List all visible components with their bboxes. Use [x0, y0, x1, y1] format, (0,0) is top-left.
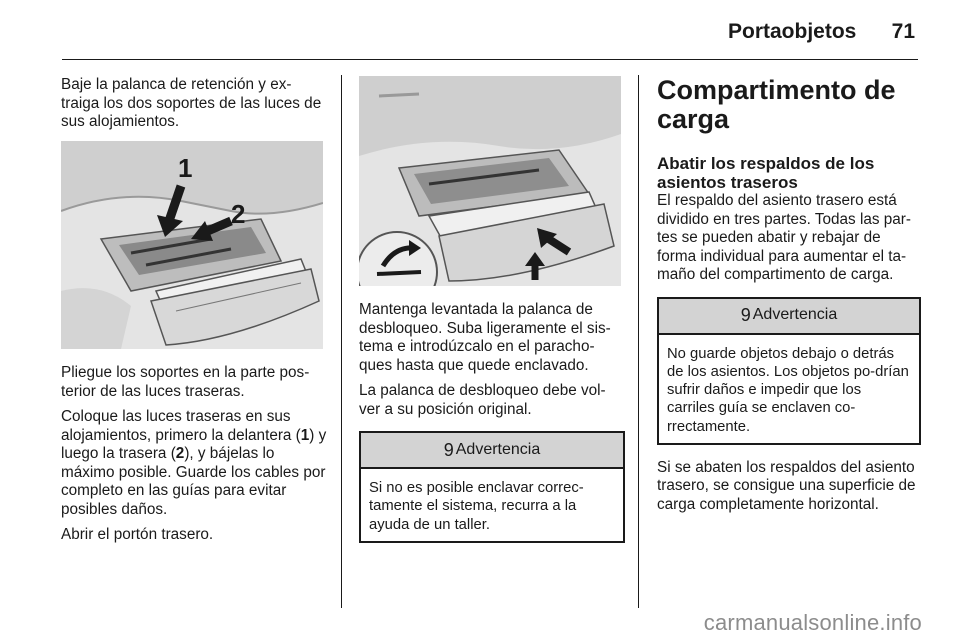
column-1: [61, 76, 327, 139]
hold-paragraph: Mantenga levantada la palanca de desbloqueo. Suba ligeramente el sis-tema e introdúzcalo en el paracho-ques hasta que quede enclavado.: [359, 301, 611, 374]
column-divider-2: [638, 75, 639, 608]
figure-lamp-holders: [61, 141, 323, 349]
warning-body: Si no es posible enclavar correc-tamente el sistema, recurra a la ayuda de un taller.: [369, 480, 584, 533]
place-ref-2: 2: [175, 445, 185, 462]
place-text-part3: ), y bájelas lo máximo posible. Guarde los cables por completo en las guías para evitar posibles daños.: [61, 445, 326, 518]
subsection-heading: Abatir los respaldos de los asientos traseros: [657, 154, 875, 192]
warning-box-insert: [359, 431, 625, 543]
section-heading: Compartimento de carga: [657, 75, 896, 134]
warning-triangle-icon: 9: [443, 439, 454, 460]
open-paragraph: Abrir el portón trasero.: [61, 526, 214, 543]
warning-title: Advertencia: [752, 306, 838, 324]
column-divider-1: [341, 75, 342, 608]
place-paragraph: [61, 408, 327, 519]
column-3: [657, 76, 921, 521]
header-rule: [62, 59, 918, 60]
warning-header: [659, 299, 919, 335]
seats-outro-paragraph: Si se abaten los respaldos del asiento trasero, se consigue una superficie de carga completamente horizontal.: [657, 458, 916, 513]
figure-callout-1: 1: [178, 153, 193, 183]
place-ref-1: 1: [300, 426, 310, 444]
place-text-part2: ) y luego la trasera (: [61, 426, 327, 462]
warning-triangle-icon: 9: [740, 305, 751, 326]
return-paragraph: La palanca de desbloqueo debe vol-ver a su posición original.: [359, 382, 606, 418]
page-title: Portaobjetos: [728, 20, 857, 43]
warning-body: No guarde objetos debajo o detrás de los asientos. Los objetos po-drían sufrir daños e impedir que los carriles guía se enclaven co-rrectamente.: [667, 345, 909, 435]
figure-callout-2: 2: [231, 199, 246, 229]
fold-paragraph: Pliegue los soportes en la parte pos-terior de las luces traseras.: [61, 364, 310, 400]
column-2: [359, 301, 625, 557]
warning-header: [361, 433, 623, 469]
page-number: 71: [891, 20, 915, 43]
warning-title: Advertencia: [455, 440, 541, 458]
place-text-part1: Coloque las luces traseras en sus alojamientos, primero la delantera (: [61, 408, 301, 444]
column-1-lower: [61, 364, 327, 552]
figure-insert-system: [359, 76, 621, 286]
warning-box-seats: [657, 297, 921, 445]
watermark: carmanualsonline.info: [703, 610, 922, 635]
intro-paragraph: Baje la palanca de retención y ex-traiga los dos soportes de las luces de sus alojamientos.: [61, 76, 322, 130]
seats-intro-paragraph: El respaldo del asiento trasero está dividido en tres partes. Todas las par-tes se pueden abatir y rebajar de forma individual para aumentar el ta-maño del compartimento de carga.: [657, 192, 911, 283]
